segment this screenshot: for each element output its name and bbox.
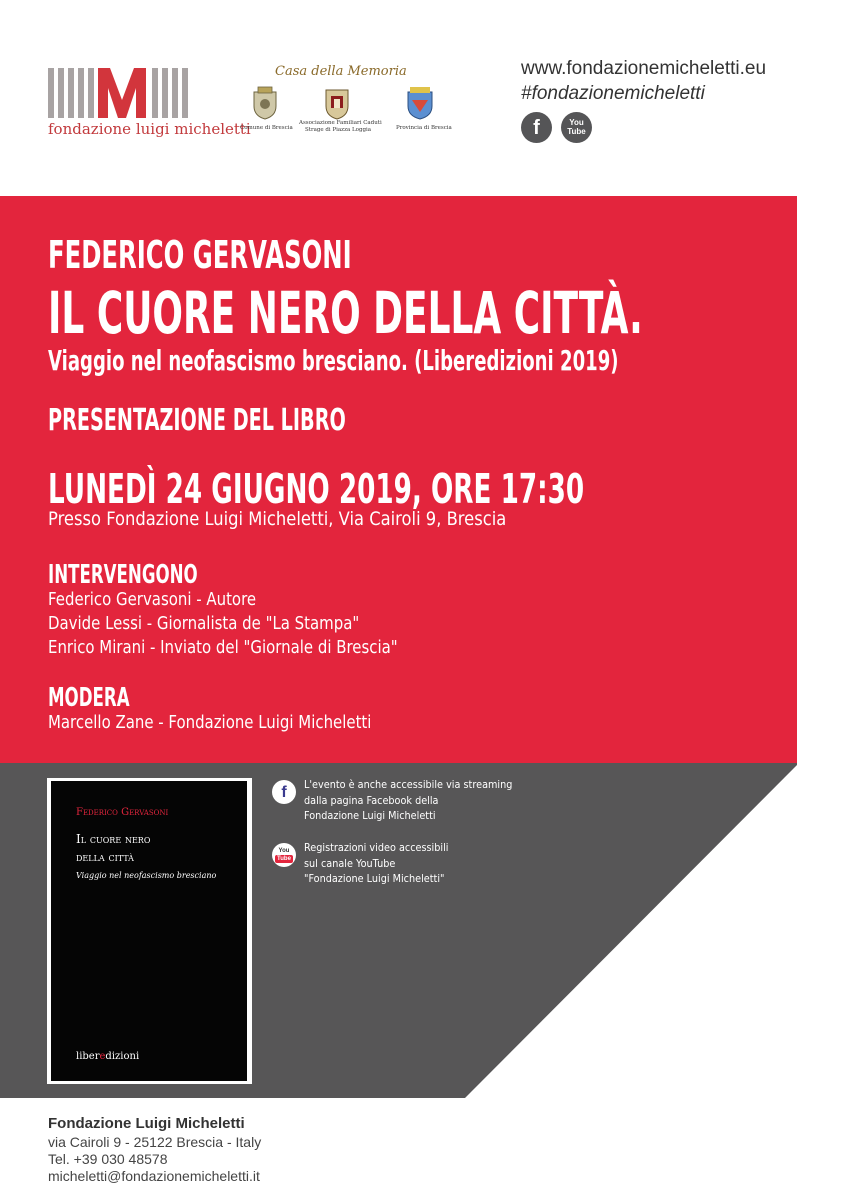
publisher-e: e: [99, 1051, 106, 1062]
speaker-item: Davide Lessi - Giornalista de "La Stampa": [48, 613, 360, 634]
facebook-streaming-text: [304, 777, 512, 824]
cover-title-line-1: Il cuore nero: [76, 832, 151, 846]
presentation-label: PRESENTAZIONE DEL LIBRO: [48, 403, 346, 438]
speaker-item: Enrico Mirani - Inviato del "Giornale di Brescia": [48, 637, 398, 658]
youtube-recordings-line-2: sul canale YouTube: [304, 856, 396, 870]
associazione-caption-2: Strage di Piazza Loggia: [305, 127, 372, 133]
logo-text: fondazione luigi micheletti: [48, 120, 251, 138]
footer-email[interactable]: micheletti@fondazionemicheletti.it: [48, 1168, 260, 1184]
facebook-streaming-line-2: dalla pagina Facebook della: [304, 793, 439, 807]
publisher-part-1: liber: [76, 1051, 100, 1062]
associazione-crest-icon: [322, 86, 352, 120]
streaming-youtube-icon[interactable]: [272, 843, 296, 867]
provincia-brescia-crest-icon: [402, 86, 438, 120]
book-cover: [47, 778, 252, 1084]
yt-icon-text-2: Tube: [277, 856, 291, 862]
footer-org-name: Fondazione Luigi Micheletti: [48, 1115, 245, 1132]
facebook-streaming-line-1: L'evento è anche accessibile via streaming: [304, 778, 513, 791]
book-title: IL CUORE NERO DELLA CITTÀ.: [48, 279, 643, 347]
moderator-name: Marcello Zane - Fondazione Luigi Micheletti: [48, 712, 372, 733]
book-subtitle: Viaggio nel neofascismo bresciano. (Liberedizioni 2019): [48, 344, 619, 377]
cover-subtitle: Viaggio nel neofascismo bresciano: [76, 871, 217, 880]
comune-brescia-crest-icon: [250, 86, 280, 120]
youtube-icon-text-1: You: [569, 118, 584, 127]
yt-icon-text-1: You: [278, 848, 290, 854]
footer-address: via Cairoli 9 - 25122 Brescia - Italy: [48, 1134, 262, 1150]
facebook-streaming-line-3: Fondazione Luigi Micheletti: [304, 809, 436, 822]
micheletti-logo-mark: [48, 68, 196, 118]
event-datetime: LUNEDÌ 24 GIUGNO 2019, ORE 17:30: [48, 465, 585, 513]
youtube-icon[interactable]: [561, 112, 592, 143]
associazione-caption-1: Associazione Familiari Caduti: [299, 120, 382, 126]
casa-della-memoria-title: Casa della Memoria: [275, 64, 407, 79]
cover-publisher: [76, 1051, 139, 1062]
speakers-heading: INTERVENGONO: [48, 560, 198, 590]
cover-title-line-2: della città: [76, 850, 134, 864]
event-author: FEDERICO GERVASONI: [48, 233, 352, 277]
moderator-heading: MODERA: [48, 683, 130, 713]
website-link[interactable]: www.fondazionemicheletti.eu: [521, 58, 767, 79]
footer-phone: Tel. +39 030 48578: [48, 1151, 168, 1167]
publisher-part-2: dizioni: [105, 1051, 140, 1062]
cover-author: Federico Gervasoni: [76, 807, 169, 818]
youtube-recordings-text: [304, 840, 448, 887]
facebook-icon[interactable]: f: [521, 112, 552, 143]
speaker-item: Federico Gervasoni - Autore: [48, 589, 257, 610]
book-cover-inner: [51, 781, 247, 1081]
youtube-recordings-line-3: "Fondazione Luigi Micheletti": [304, 872, 445, 885]
comune-brescia-caption: Comune di Brescia: [240, 125, 293, 131]
event-venue: Presso Fondazione Luigi Micheletti, Via Cairoli 9, Brescia: [48, 508, 507, 530]
hashtag: #fondazionemicheletti: [521, 83, 705, 104]
youtube-recordings-line-1: Registrazioni video accessibili: [304, 841, 449, 854]
provincia-brescia-caption: Provincia di Brescia: [396, 125, 452, 131]
youtube-icon-text-2: Tube: [567, 127, 586, 136]
streaming-facebook-icon[interactable]: f: [272, 780, 296, 804]
